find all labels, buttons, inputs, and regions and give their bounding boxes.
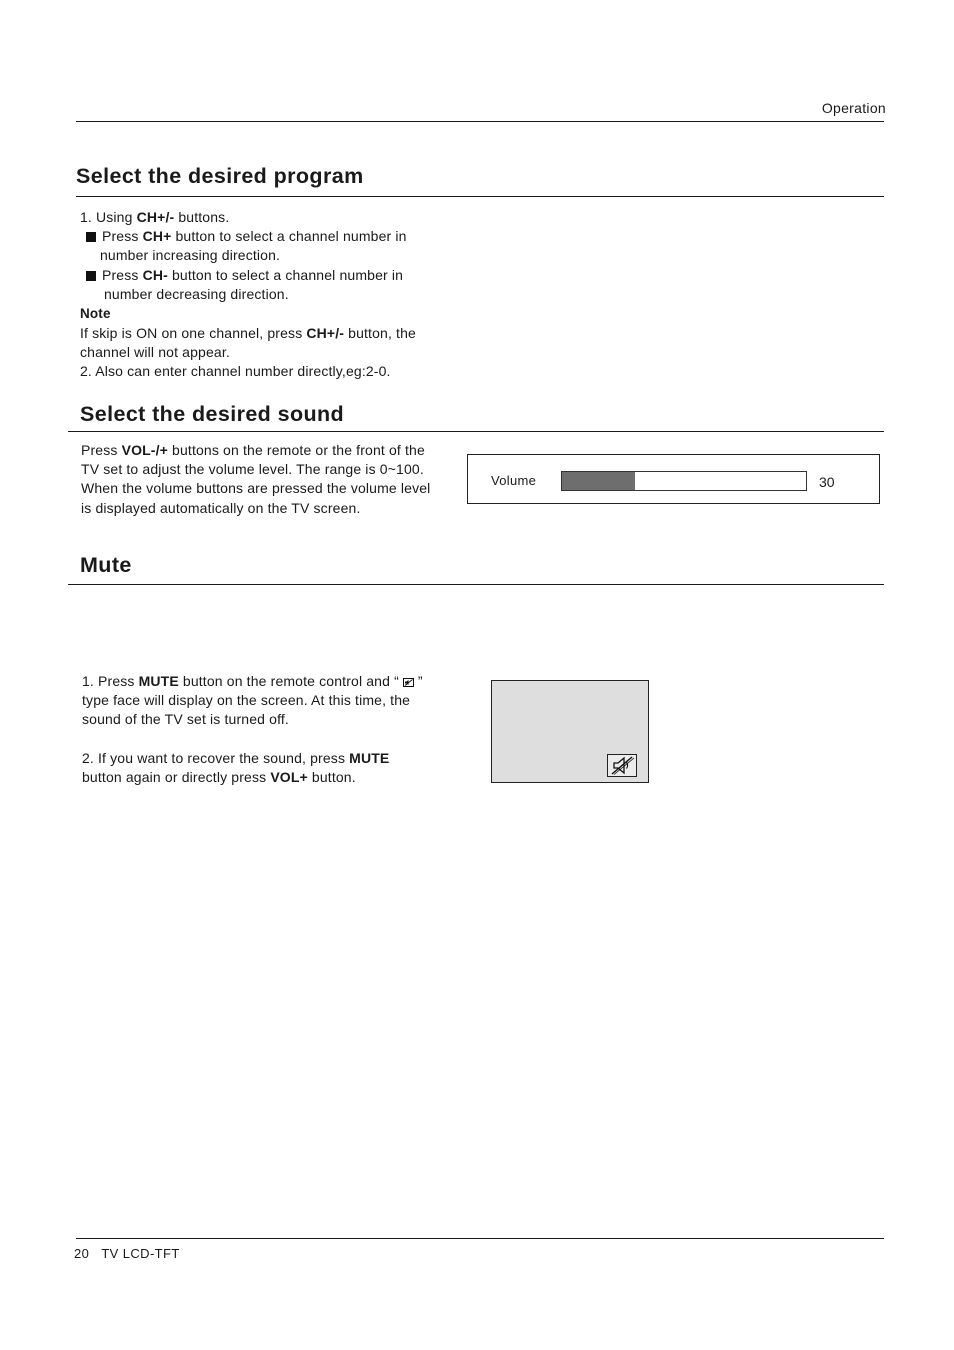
speaker-mute-icon	[607, 754, 637, 777]
mute-title-rule	[68, 584, 884, 585]
program-section-title: Select the desired program	[76, 164, 364, 188]
speaker-mute-icon	[403, 678, 414, 687]
mute-step2-line1: 2. If you want to recover the sound, press MUTE	[82, 750, 390, 766]
sound-paragraph-line1: Press VOL-/+ buttons on the remote or the front of the	[81, 442, 425, 458]
square-bullet-icon	[86, 271, 96, 281]
footer-rule	[76, 1238, 884, 1239]
volume-osd-label: Volume	[491, 473, 537, 488]
program-bullet-ch-minus: Press CH- button to select a channel number in	[86, 266, 403, 285]
square-bullet-icon	[86, 232, 96, 242]
sound-title-rule	[68, 431, 884, 432]
program-bullet-ch-minus-line2: number decreasing direction.	[104, 286, 289, 302]
sound-paragraph-line4: is displayed automatically on the TV screen.	[81, 500, 361, 516]
sound-paragraph-line2: TV set to adjust the volume level. The range is 0~100.	[81, 461, 424, 477]
header-section-label: Operation	[821, 100, 886, 116]
page-number: 20	[74, 1246, 90, 1261]
mute-step2-line2: button again or directly press VOL+ button.	[82, 769, 356, 785]
mute-step1-line1: 1. Press MUTE button on the remote control and “ ”	[82, 673, 423, 689]
program-bullet-ch-plus-line2: number increasing direction.	[100, 247, 281, 263]
mute-section-title: Mute	[80, 553, 132, 577]
footer	[74, 1246, 180, 1261]
program-step2: 2. Also can enter channel number directly,eg:2-0.	[80, 363, 391, 379]
program-note-line1: If skip is ON on one channel, press CH+/- button, the	[80, 325, 416, 341]
program-note-label: Note	[80, 306, 111, 321]
sound-paragraph-line3: When the volume buttons are pressed the volume level	[81, 480, 431, 496]
volume-osd-value: 30	[819, 474, 835, 490]
header-rule	[76, 121, 884, 122]
program-step1: 1. Using CH+/- buttons.	[80, 209, 230, 225]
volume-osd	[467, 454, 880, 504]
program-title-rule	[76, 196, 884, 197]
program-bullet-ch-plus: Press CH+ button to select a channel number in	[86, 227, 407, 246]
volume-osd-bar	[561, 471, 807, 491]
volume-osd-bar-fill	[562, 472, 635, 490]
tv-screen-illustration	[491, 680, 649, 783]
program-note-line2: channel will not appear.	[80, 344, 230, 360]
footer-label: TV LCD-TFT	[101, 1246, 180, 1261]
mute-step1-line2: type face will display on the screen. At this time, the	[82, 692, 411, 708]
sound-section-title: Select the desired sound	[80, 402, 345, 426]
mute-step1-line3: sound of the TV set is turned off.	[82, 711, 289, 727]
